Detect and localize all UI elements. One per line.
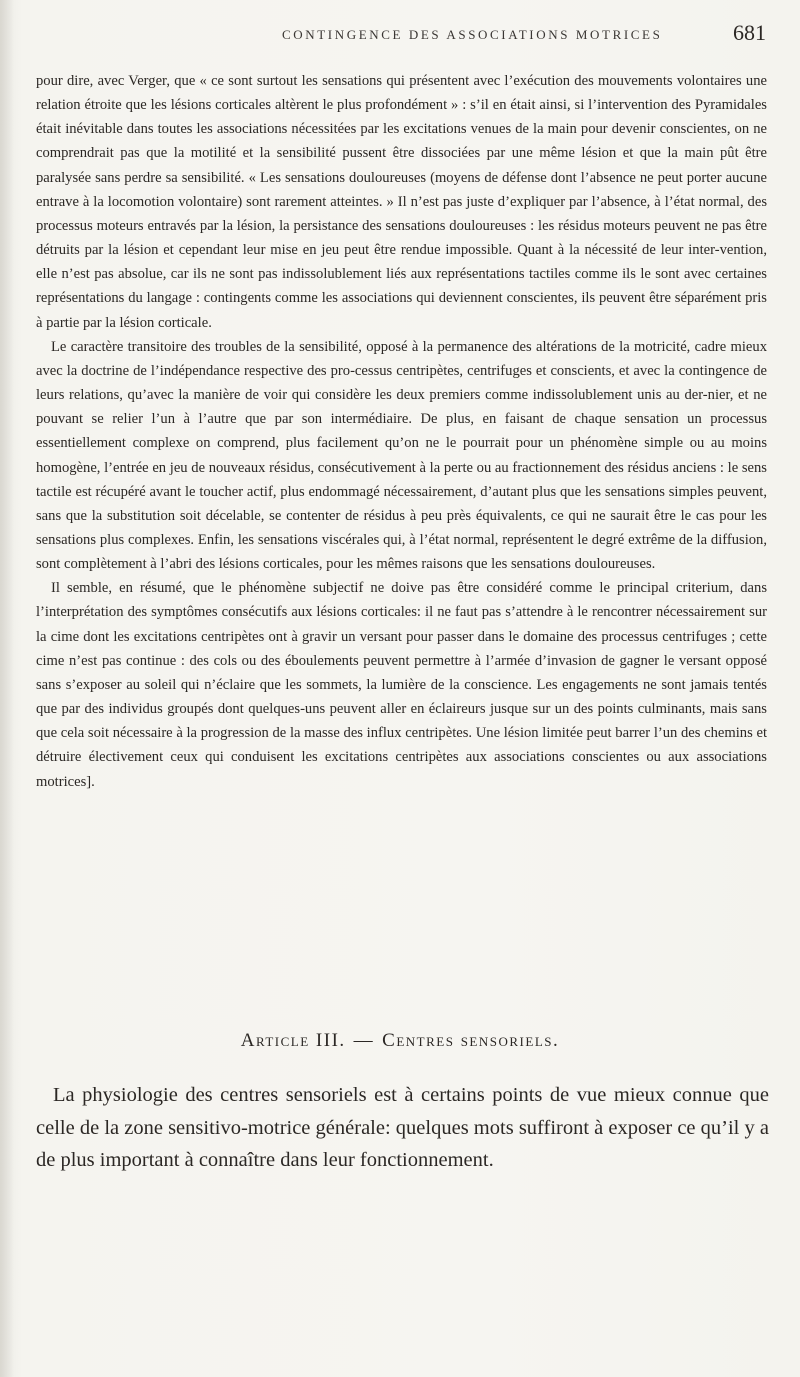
running-title: CONTINGENCE DES ASSOCIATIONS MOTRICES [282,27,663,42]
running-header [0,20,800,60]
binding-shadow [0,0,14,1377]
heading-dash: — [353,1030,375,1051]
article-label: Article III. [240,1030,346,1051]
paragraph-4: La physiologie des centres sensoriels est à certains points de vue mieux connue que celle de la zone sensitivo-motrice générale: quelques mots suffiront à exposer ce qu’il y a de plus important à connaître dans leur fonctionnement. [36,1084,769,1171]
paragraph-3: Il semble, en résumé, que le phénomène subjectif ne doive pas être considéré comme le principal criterium, dans l’interprétation des symptômes consécutifs aux lésions corticales: il ne faut pas s’attendre à le rencontrer nécessairement sur la cime dont les excitations centripètes ont à gravir un versant pour passer dans le domaine des processus centrifuges ; cette cime n’est pas continue : des cols ou des éboulements peuvent permettre à l’armée d’invasion de gagner le versant opposé sans s’exposer au soleil qui n’éclaire que les sommets, la lumière de la conscience. Les engagements ne sont jamais tentés que par des individus groupés dont quelques-uns peuvent aller en éclaireurs jusque sur un des points culminants, mais sans que cela soit nécessaire à la progression de la masse des influx centripètes. Une lésion limitée peut barrer l’un des chemins et détruire électivement ceux qui conduisent les excitations centripètes aux associations conscientes ou aux associations motrices]. [36,580,767,790]
section-title: Centres sensoriels. [382,1030,560,1051]
large-print-body [36,1079,769,1177]
section-heading [0,1030,800,1052]
page-number: 681 [733,20,766,45]
paragraph-2: Le caractère transitoire des troubles de la sensibilité, opposé à la permanence des altérations de la motricité, cadre mieux avec la doctrine de l’indépendance respective des pro-cessus centripètes, centrifuges et conscients, et avec la contingence de leurs relations, qu’avec la manière de voir qui considère les deux premiers comme indissolublement unis au der-nier, et ne pouvant se relier l’un à l’autre que par son intermédiaire. De plus, en faisant de chaque sensation un processus essentiellement complexe on comprend, plus facilement qu’on ne le pourrait pour un phénomène simple ou au moins homogène, l’entrée en jeu de nouveaux résidus, consécutivement à la perte ou au fractionnement des résidus anciens : le sens tactile est récupéré avant le toucher actif, plus endommagé nécessairement, d’autant plus que les sensations simples peuvent, sans que la substitution soit décelable, se contenter de résidus à peu près équivalents, ce qui ne saurait être le cas pour les sensations plus complexes. Enfin, les sensations viscérales qui, à l’état normal, représentent le degré extrême de la diffusion, sont complètement à l’abri des lésions corticales, pour les mêmes raisons que les sensations douloureuses. [36,338,767,573]
paragraph-1: pour dire, avec Verger, que « ce sont surtout les sensations qui présentent avec l’exécution des mouvements volontaires une relation étroite que les lésions corticales altèrent le plus profondément » : s’il en était ainsi, si l’intervention des Pyramidales était inévitable dans toutes les associations nécessitées par les excitations venues de la main pour devenir conscientes, on ne comprendrait pas que la motilité et la sensibilité pussent être dissociées par une même lésion et que la main pût être paralysée sans perdre sa sensibilité. « Les sensations douloureuses (moyens de défense dont l’absence ne peut porter aucune entrave à la locomotion volontaire) sont rarement atteintes. » Il n’est pas juste d’expliquer par l’absence, à l’état normal, des processus moteurs entravés par la lésion, la persistance des sensations douloureuses : les résidus moteurs peuvent ne pas être détruits par la lésion et cependant leur mise en jeu peut être rendue impossible. Quant à la nécessité de leur inter-vention, elle n’est pas absolue, car ils ne sont pas indissolublement liés aux représentations tactiles comme ils le sont avec certaines représentations du langage : contingents comme les associations qui deviennent conscientes, ils peuvent être séparément pris à partie par la lésion corticale. [36,73,767,331]
small-print-body [36,69,767,794]
